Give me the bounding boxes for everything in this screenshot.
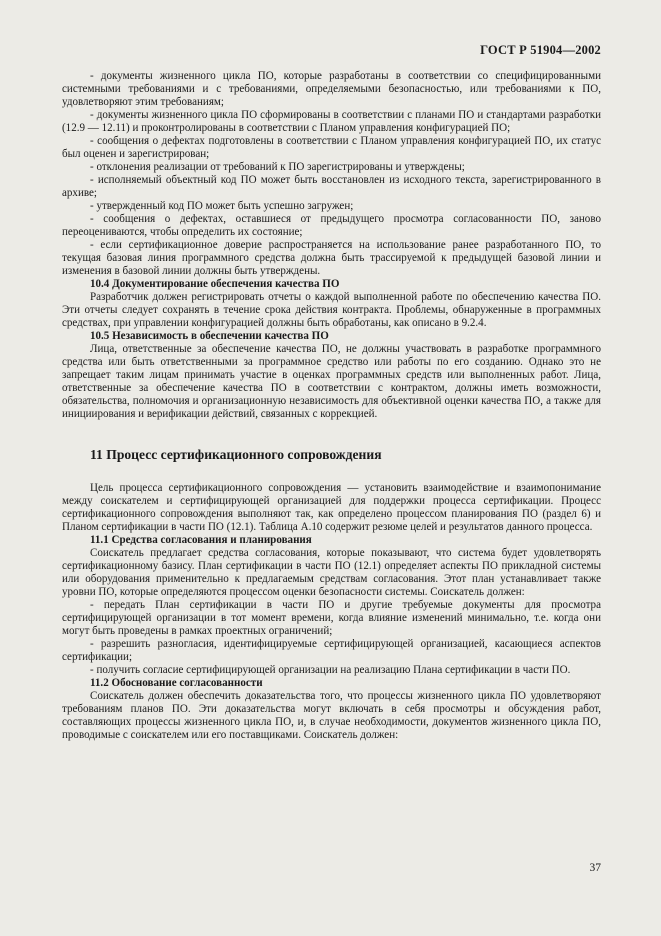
list-item: - утвержденный код ПО может быть успешно загружен; — [90, 200, 354, 212]
subsection-heading-10-4: 10.4 Документирование обеспечения качества ПО — [90, 278, 340, 290]
list-item: - сообщения о дефектах, оставшиеся от предыдущего просмотра согласованности ПО, заново переоцениваются, чтобы определить их состояние; — [62, 213, 601, 238]
list-item: - документы жизненного цикла ПО, которые разработаны в соответствии со специфицированными системными требованиями и с требованиями, определяемыми безопасностью, или требованиями к ПО, удовлетворяют этим требованиям; — [62, 70, 601, 108]
list-item: - документы жизненного цикла ПО сформированы в соответствии с планами ПО и стандартами разработки (12.9 — 12.11) и проконтролированы в соответствии с Планом управления конфигурацией ПО; — [62, 109, 601, 134]
subsection-heading-10-5: 10.5 Независимость в обеспечении качества ПО — [90, 330, 329, 342]
list-item: - если сертификационное доверие распространяется на использование ранее разработанного ПО, то текущая базовая линия программного средства должна быть трассируемой к предыдущей базовой линии и изменения в базовой линии должны быть утверждены. — [62, 239, 601, 277]
paragraph: Соискатель предлагает средства согласования, которые показывают, что система будет удовлетворять сертификационному базису. План сертификации в части ПО (12.1) определяет аспекты ПО прикладной системы или оборудования применительно к предлагаемым средствам согласования. Этот план устанавливает также уровни ПО, которые определяются процессом оценки безопасности системы. Соискатель должен: — [62, 547, 601, 598]
page-header: ГОСТ Р 51904—2002 — [480, 43, 601, 57]
paragraph: Лица, ответственные за обеспечение качества ПО, не должны участвовать в разработке программного средства или быть ответственными за программное средство или работы по его созданию. Однако это не запрещает таким лицам принимать участие в оценках программных средств или выполненных работ. Лица, ответственные за обеспечение качества ПО в соответствии с контрактом, должны иметь возможности, обязательства, полномочия и организационную независимость для объективной оценки качества ПО, а также для инициирования и верификации действий, связанных с коррекцией. — [62, 343, 601, 420]
list-item: - исполняемый объектный код ПО может быть восстановлен из исходного текста, зарегистрированного в архиве; — [62, 174, 601, 199]
subsection-heading-11-2: 11.2 Обоснование согласованности — [90, 677, 263, 689]
paragraph: Соискатель должен обеспечить доказательства того, что процессы жизненного цикла ПО удовлетворяют требованиям планов ПО. Эти доказательства могут включать в себя просмотры и обсуждения работ, составляющих процессы жизненного цикла ПО, и, в случае необходимости, документов жизненного цикла ПО, проводимые с соискателем или его поставщиками. Соискатель должен: — [62, 690, 601, 741]
list-item: - разрешить разногласия, идентифицируемые сертифицирующей организацией, касающиеся аспектов сертификации; — [62, 638, 601, 663]
paragraph: Разработчик должен регистрировать отчеты о каждой выполненной работе по обеспечению качества ПО. Эти отчеты следует сохранять в течение срока действия контракта. Проблемы, обнаруженные в программных средствах, при управлении конфигурацией должны быть обработаны, как описано в 9.2.4. — [62, 291, 601, 329]
list-item: - получить согласие сертифицирующей организации на реализацию Плана сертификации в части ПО. — [90, 664, 571, 676]
list-item: - отклонения реализации от требований к ПО зарегистрированы и утверждены; — [90, 161, 465, 173]
section-heading-11: 11 Процесс сертификационного сопровождения — [90, 447, 382, 462]
paragraph: Цель процесса сертификационного сопровождения — установить взаимодействие и взаимопонимание между соискателем и сертифицирующей организацией для поддержки процесса сертификации. Процесс сертификационного сопровождения выполняют так, как определено процессом планирования ПО (раздел 6) и Планом сертификации в части ПО (12.1). Таблица А.10 содержит резюме целей и результатов данного процесса. — [62, 482, 601, 533]
page-number: 37 — [589, 862, 601, 874]
subsection-heading-11-1: 11.1 Средства согласования и планирования — [90, 534, 312, 546]
list-item: - передать План сертификации в части ПО и другие требуемые документы для просмотра сертифицирующей организации в тот момент времени, когда влияние изменений минимально, т.е. когда они могут быть проведены в рамках проектных ограничений; — [62, 599, 601, 637]
list-item: - сообщения о дефектах подготовлены в соответствии с Планом управления конфигурацией ПО, их статус был оценен и зарегистрирован; — [62, 135, 601, 160]
page-body — [62, 70, 601, 742]
